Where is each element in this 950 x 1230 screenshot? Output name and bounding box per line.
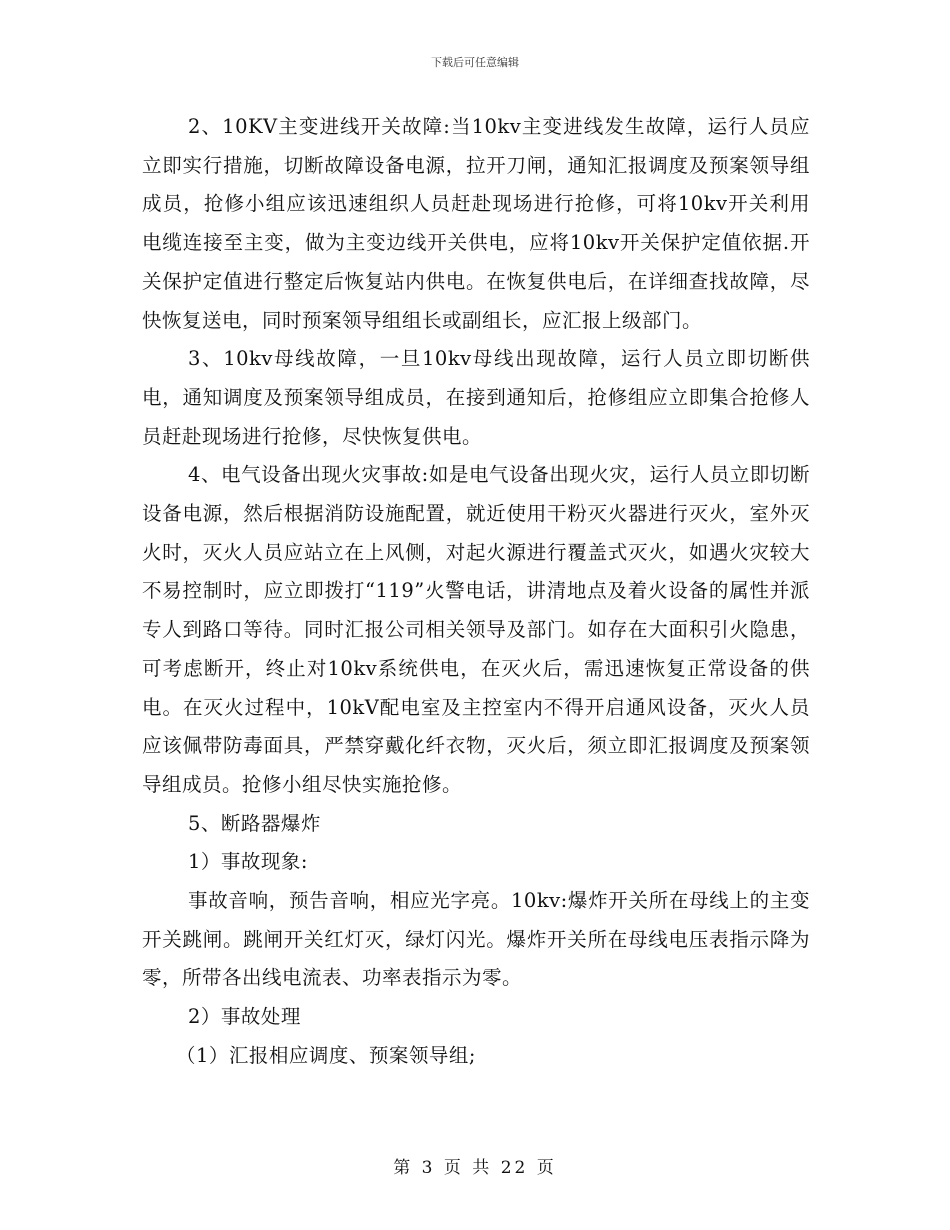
paragraph: 2）事故处理: [188, 1005, 301, 1029]
paragraph: （1）汇报相应调度、预案领导组;: [176, 1043, 476, 1067]
paragraph: 5、断路器爆炸: [188, 811, 321, 835]
page-footer: 第 3 页 共 22 页: [393, 1158, 557, 1178]
paragraph: 4、电气设备出现火灾事故:如是电气设备出现火灾，运行人员立即切断设备电源，然后根据消防设施配置，就近使用干粉灭火器进行灭火，室外灭火时，灭火人员应站立在上风侧，对起火源进行覆盖式灭火，如遇火灾较大不易控制时，应立即拨打“119”火警电话，讲清地点及着火设备的属性并派专人到路口等待。同时汇报公司相关领导及部门。如存在大面积引火隐患，可考虑断开，终止对10kv系统供电，在灭火后，需迅速恢复正常设备的供电。在灭火过程中，10kV配电室及主控室内不得开启通风设备，灭火人员应该佩带防毒面具，严禁穿戴化纤衣物，灭火后，须立即汇报调度及预案领导组成员。抢修小组尽快实施抢修。: [142, 463, 810, 796]
document-body: [142, 108, 810, 1076]
paragraph: 2、10KV主变进线开关故障:当10kv主变进线发生故障，运行人员应立即实行措施，切断故障设备电源，拉开刀闸，通知汇报调度及预案领导组成员，抢修小组应该迅速组织人员赶赴现场进行抢修，可将10kv开关利用电缆连接至主变，做为主变边线开关供电，应将10kv开关保护定值依据.开关保护定值进行整定后恢复站内供电。在恢复供电后，在详细查找故障，尽快恢复送电，同时预案领导组组长或副组长，应汇报上级部门。: [142, 115, 810, 332]
paragraph: 3、10kv母线故障，一旦10kv母线出现故障，运行人员立即切断供电，通知调度及预案领导组成员，在接到通知后，抢修组应立即集合抢修人员赶赴现场进行抢修，尽快恢复供电。: [142, 347, 810, 448]
paragraph: 1）事故现象:: [188, 850, 308, 874]
page-header: 下载后可任意编辑: [431, 56, 519, 69]
paragraph: 事故音响，预告音响，相应光字亮。10kv:爆炸开关所在母线上的主变开关跳闸。跳闸开关红灯灭，绿灯闪光。爆炸开关所在母线电压表指示降为零，所带各出线电流表、功率表指示为零。: [142, 889, 810, 990]
